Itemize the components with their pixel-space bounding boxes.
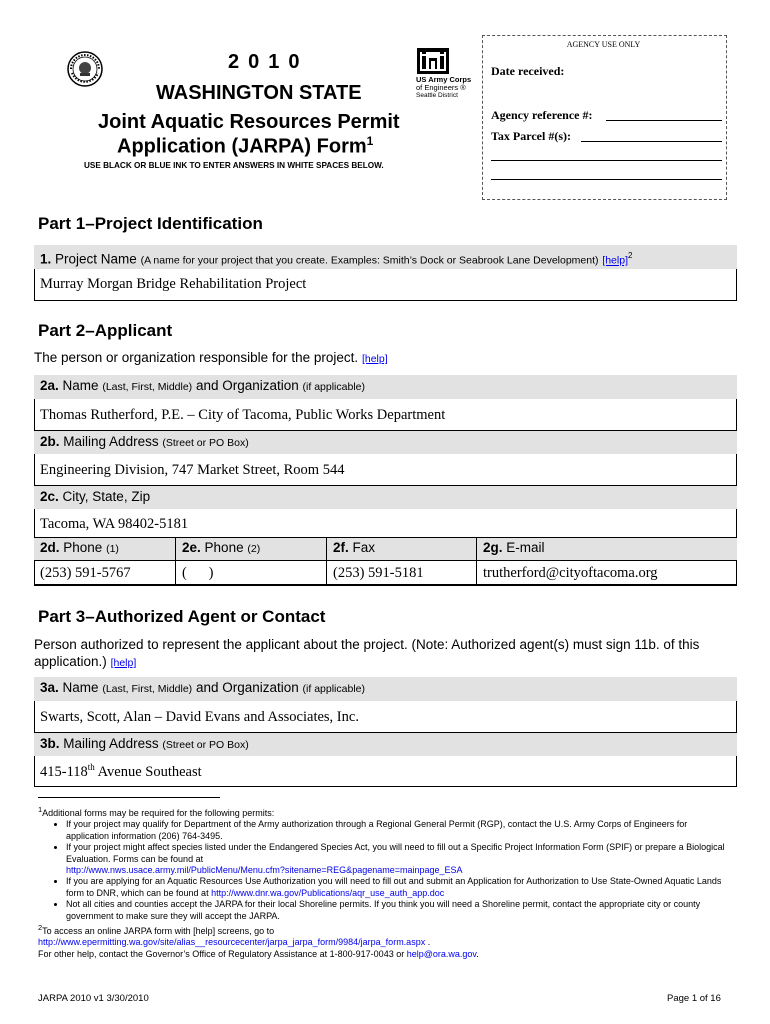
- q3a-hint2: (if applicable): [302, 683, 365, 695]
- part3-intro-line2: application.): [34, 654, 107, 669]
- footnote-1-text: Additional forms may be required for the following permits:: [42, 808, 275, 818]
- footnotes: [38, 804, 728, 960]
- q2d-column: [34, 538, 175, 586]
- usace-line2: of Engineers ®: [416, 83, 466, 92]
- part2-heading: Part 2–Applicant: [38, 321, 173, 340]
- email-field[interactable]: trutherford@cityoftacoma.org: [483, 565, 658, 581]
- footnote-bullet-2-text: If your project might affect species listed under the Endangered Species Act, you will need to fill out a Specific Project Information Form (SPIF) or prepare a Biological Evaluation. Forms can be found at: [66, 842, 725, 864]
- q3a-number: 3a.: [40, 680, 59, 695]
- tax-parcel-line-2[interactable]: [491, 160, 722, 161]
- q3a-label-row: [34, 677, 737, 701]
- usace-logo-text: [416, 76, 471, 100]
- agent-address-sup: th: [87, 762, 95, 772]
- usace-castle-logo-icon: [417, 48, 449, 74]
- q2e-label: Phone: [204, 540, 244, 555]
- q2g-number: 2g.: [483, 540, 503, 555]
- footnote-2-text: To access an online JARPA form with [help] screens, go to: [42, 926, 275, 937]
- footnote-bullet-3: [66, 876, 728, 899]
- part3-intro: [34, 636, 734, 672]
- q2f-label: Fax: [352, 540, 376, 555]
- part1-heading: Part 1–Project Identification: [38, 214, 263, 233]
- agency-use-heading: AGENCY USE ONLY: [566, 40, 641, 49]
- other-help-post: .: [476, 948, 479, 959]
- q1-number: 1.: [40, 251, 52, 267]
- q2b-label: Mailing Address: [63, 434, 159, 449]
- footer-version: JARPA 2010 v1 3/30/2010: [38, 993, 149, 1004]
- contact-columns: [34, 537, 737, 586]
- form-title-text: Application (JARPA) Form: [117, 135, 367, 158]
- q2g-header: [477, 538, 737, 561]
- footnote-2-tail: .: [425, 937, 431, 948]
- other-help-text: For other help, contact the Governor’s Office of Regulatory Assistance at 1-800-917-0043 or: [38, 948, 405, 959]
- tax-parcel-label: Tax Parcel #(s):: [491, 129, 571, 143]
- applicant-name-field[interactable]: Thomas Rutherford, P.E. – City of Tacoma, Public Works Department: [40, 407, 446, 423]
- q2a-label2: and Organization: [195, 378, 299, 393]
- footer-page-number: Page 1 of 16: [667, 993, 721, 1004]
- agent-address-pre: 415-118: [40, 763, 88, 780]
- q3a-hint: (Last, First, Middle): [102, 683, 193, 695]
- q2e-hint: (2): [247, 543, 261, 555]
- footnote-rule: [38, 797, 220, 798]
- q2g-label: E-mail: [506, 540, 545, 555]
- q1-label-row: [34, 245, 737, 269]
- q2c-label: City, State, Zip: [62, 489, 151, 504]
- q2f-number: 2f.: [333, 540, 349, 555]
- footnote-2: [38, 922, 728, 937]
- phone1-field[interactable]: (253) 591-5767: [40, 565, 131, 581]
- agency-reference-field[interactable]: [606, 120, 722, 121]
- q2b-number: 2b.: [40, 434, 60, 449]
- q2f-header: [327, 538, 476, 561]
- q3b-number: 3b.: [40, 736, 60, 751]
- usace-line3: Seattle District: [416, 92, 458, 99]
- q2d-number: 2d.: [40, 540, 60, 555]
- fax-field[interactable]: (253) 591-5181: [333, 565, 424, 581]
- q3b-label: Mailing Address: [63, 736, 159, 751]
- q1-label: Project Name: [55, 251, 137, 267]
- footnote-1-list: [38, 819, 728, 922]
- agency-reference-label: Agency reference #:: [491, 108, 593, 122]
- q2a-label-row: [34, 375, 737, 399]
- form-state: WASHINGTON STATE: [156, 82, 362, 104]
- applicant-city-field[interactable]: Tacoma, WA 98402-5181: [40, 516, 189, 532]
- q3b-label-row: [34, 732, 737, 756]
- q2f-column: [326, 538, 476, 586]
- q2e-column: [175, 538, 326, 586]
- q2e-number: 2e.: [182, 540, 201, 555]
- part3-help-link[interactable]: [help]: [110, 657, 137, 669]
- form-title-line2: [117, 134, 373, 159]
- q2d-label: Phone: [63, 540, 103, 555]
- q2a-hint2: (if applicable): [302, 381, 365, 393]
- q2c-number: 2c.: [40, 489, 59, 504]
- footnote-bullet-1: • If your project may qualify for Department of the Army authorization through a Regional General Permit (RGP), contact the U.S. Army Corps of Engineers for application information (206) 764-3495.: [66, 819, 728, 842]
- q2a-hint: (Last, First, Middle): [102, 381, 193, 393]
- agent-name-field[interactable]: Swarts, Scott, Alan – David Evans and Associates, Inc.: [40, 709, 359, 725]
- footnote-1-mark: 1: [38, 805, 43, 814]
- part2-intro: [34, 350, 388, 365]
- dnr-link[interactable]: http://www.dnr.wa.gov/Publications/aqr_use_auth_app.doc: [211, 887, 445, 898]
- title-footnote-mark: 1: [366, 134, 374, 148]
- footnote-bullet-2: [66, 842, 728, 876]
- q2c-label-row: [34, 485, 737, 509]
- q2d-header: [34, 538, 175, 561]
- agent-address-post: Avenue Southeast: [94, 763, 202, 780]
- project-name-field[interactable]: Murray Morgan Bridge Rehabilitation Project: [40, 276, 307, 292]
- q2b-hint: (Street or PO Box): [162, 437, 249, 449]
- q2b-label-row: [34, 430, 737, 454]
- washington-state-seal-icon: [67, 51, 103, 87]
- footnote-1: [38, 804, 728, 819]
- usace-line1: US Army Corps: [416, 75, 472, 84]
- q2d-hint: (1): [106, 543, 119, 555]
- q1-help-link[interactable]: [help]: [602, 254, 628, 267]
- q1-hint: (A name for your project that you create. Examples: Smith’s Dock or Seabrook Lane Development): [140, 254, 599, 267]
- ora-email-link[interactable]: help@ora.wa.gov: [406, 948, 477, 959]
- jarpa-form-link[interactable]: http://www.epermitting.wa.gov/site/alias__resourcecenter/jarpa_jarpa_form/9984/jarpa_form.aspx: [38, 937, 426, 948]
- applicant-address-field[interactable]: Engineering Division, 747 Market Street, Room 544: [40, 462, 345, 478]
- q3b-hint: (Street or PO Box): [162, 739, 249, 751]
- footnote-bullet-4: • Not all cities and counties accept the JARPA for their local Shoreline permits. If you think you will need a Shoreline permit, contact the appropriate city or county government to make sure they will accept the JARPA.: [66, 899, 728, 922]
- phone2-field[interactable]: ( ): [182, 565, 214, 581]
- date-received-label: Date received:: [491, 64, 565, 78]
- q2a-label: Name: [62, 378, 99, 393]
- q3a-label2: and Organization: [195, 680, 299, 695]
- other-help-row: [38, 949, 728, 960]
- part3-heading: Part 3–Authorized Agent or Contact: [38, 607, 326, 626]
- tax-parcel-line-3[interactable]: [491, 179, 722, 180]
- ink-instruction: USE BLACK OR BLUE INK TO ENTER ANSWERS IN WHITE SPACES BELOW.: [84, 161, 384, 170]
- esa-link[interactable]: http://www.nws.usace.army.mil/PublicMenu/Menu.cfm?sitename=REG&pagename=mainpage_ESA: [66, 865, 463, 876]
- q2a-number: 2a.: [40, 378, 59, 393]
- agent-address-field[interactable]: [40, 762, 202, 781]
- tax-parcel-field[interactable]: [581, 141, 722, 142]
- q2g-column: [476, 538, 737, 586]
- q2e-header: [176, 538, 326, 561]
- footnote-bullet-3-text: If you are applying for an Aquatic Resources Use Authorization you will need to fill out and submit an Application for Authorization to Use State-Owned Aquatic Lands form to DNR, which can be found at: [66, 876, 722, 898]
- part3-intro-line1: Person authorized to represent the applicant about the project. (Note: Authorized agent(s) must sign 11b. of this: [34, 637, 700, 652]
- footnote-2-mark: 2: [38, 923, 43, 933]
- footnote-2-url-row: [38, 937, 728, 948]
- part2-intro-text: The person or organization responsible for the project.: [34, 350, 359, 365]
- part3-intro-line2-row: [34, 653, 734, 672]
- form-year: 2010: [228, 51, 309, 73]
- part2-help-link[interactable]: [help]: [361, 353, 388, 365]
- q1-footnote-mark: 2: [627, 251, 633, 260]
- q3a-label: Name: [62, 680, 99, 695]
- form-title-line1: Joint Aquatic Resources Permit: [98, 111, 400, 133]
